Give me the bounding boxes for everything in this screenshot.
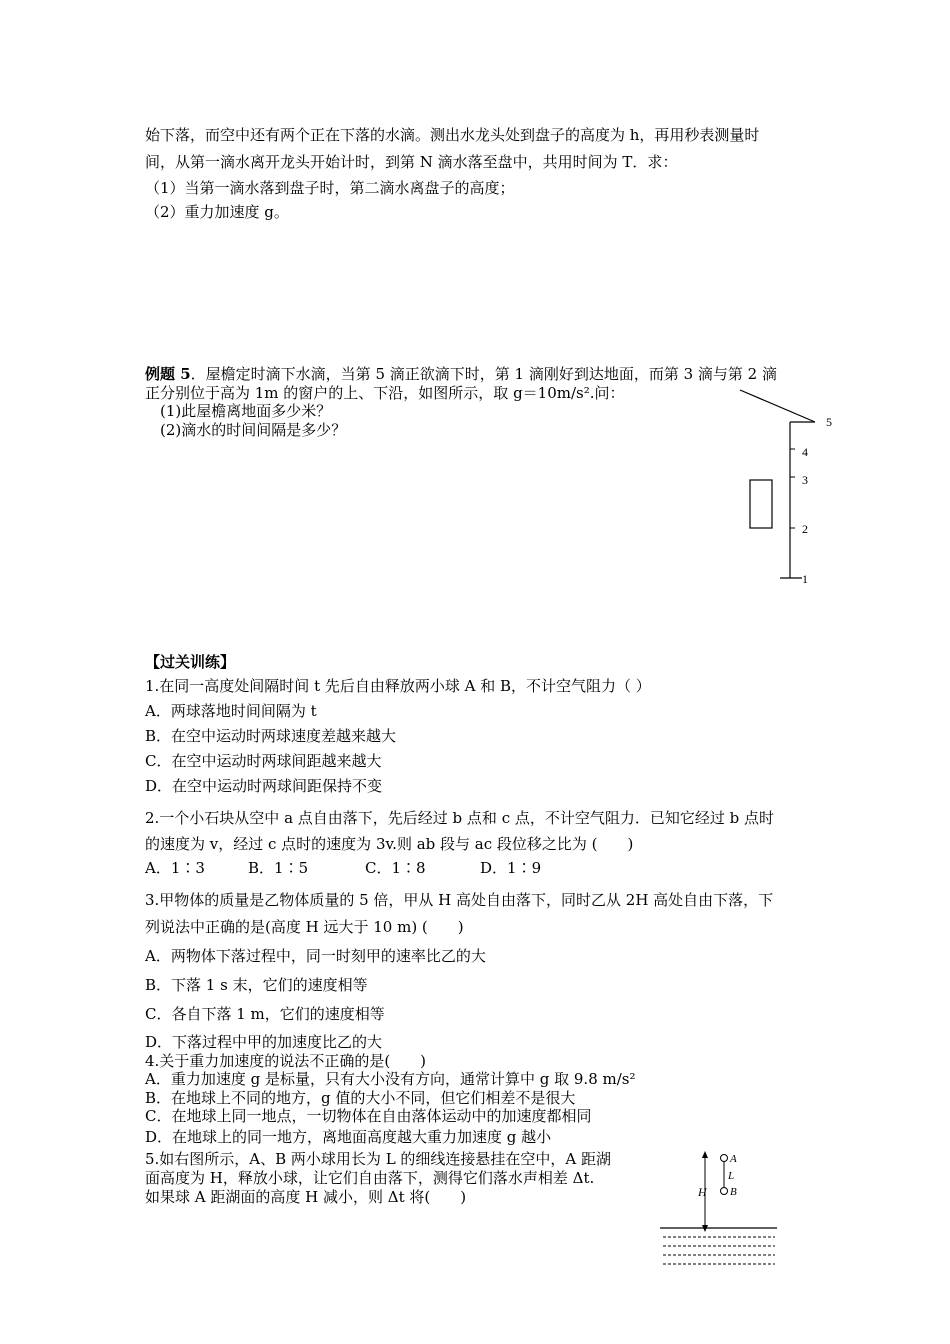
drop-label-1: 1	[802, 572, 808, 586]
q5-line-2: 面高度为 H，释放小球，让它们自由落下，测得它们落水声相差 Δt.	[145, 1169, 595, 1187]
q3-option-c: C．各自下落 1 m，它们的速度相等	[145, 1005, 385, 1023]
q3-option-b: B．下落 1 s 末，它们的速度相等	[145, 976, 368, 994]
string-length-label: L	[728, 1170, 735, 1182]
q2-option-c: C．1∶8	[365, 859, 426, 877]
eaves-drip-figure	[730, 385, 850, 590]
drop-label-4: 4	[802, 445, 808, 459]
q4-option-c: C．在地球上同一地点，一切物体在自由落体运动中的加速度都相同	[145, 1107, 592, 1125]
q2-option-b: B．1∶5	[248, 859, 309, 877]
height-label: H	[698, 1185, 707, 1199]
q4-option-a: A．重力加速度 g 是标量，只有大小没有方向，通常计算中 g 取 9.8 m/s²	[145, 1070, 636, 1088]
ball-a-label: A	[730, 1153, 737, 1165]
intro-line-1: 始下落，而空中还有两个正在下落的水滴。测出水龙头处到盘子的高度为 h，再用秒表测量时	[145, 126, 760, 144]
q2-stem-1: 2.一个小石块从空中 a 点自由落下，先后经过 b 点和 c 点，不计空气阻力．已知它经过 b 点时	[145, 809, 775, 827]
example5-question-2: (2)滴水的时间间隔是多少？	[160, 421, 347, 439]
q1-option-b: B．在空中运动时两球速度差越来越大	[145, 727, 397, 745]
q1-stem: 1.在同一高度处间隔时间 t 先后自由释放两小球 A 和 B，不计空气阻力（ ）	[145, 677, 651, 695]
q2-option-a: A．1∶3	[145, 859, 205, 877]
example5-label: 例题 5	[145, 365, 191, 383]
q4-option-b: B．在地球上不同的地方，g 值的大小不同，但它们相差不是很大	[145, 1089, 576, 1107]
ball-a	[721, 1155, 728, 1162]
q1-option-c: C．在空中运动时两球间距越来越大	[145, 752, 382, 770]
drop-label-3: 3	[802, 473, 808, 487]
drop-label-2: 2	[802, 522, 808, 536]
window-rect	[750, 480, 772, 528]
q4-option-d: D．在地球上的同一地方，离地面高度越大重力加速度 g 越小	[145, 1128, 552, 1146]
q2-stem-2: 的速度为 v，经过 c 点时的速度为 3v.则 ab 段与 ac 段位移之比为 ( )	[145, 835, 634, 853]
q3-option-a: A．两物体下落过程中，同一时刻甲的速率比乙的大	[145, 947, 486, 965]
example5-question-1: (1)此屋檐离地面多少米？	[160, 402, 332, 420]
q1-option-d: D．在空中运动时两球间距保持不变	[145, 777, 383, 795]
example5-line-1	[145, 364, 777, 384]
q4-stem: 4.关于重力加速度的说法不正确的是( )	[145, 1052, 427, 1070]
lake-balls-figure	[655, 1145, 785, 1270]
q5-line-3: 如果球 A 距湖面的高度 H 减小，则 Δt 将( )	[145, 1188, 467, 1206]
drop-label-5: 5	[826, 415, 832, 429]
example5-text-1: ．屋檐定时滴下水滴，当第 5 滴正欲滴下时，第 1 滴刚好到达地面，而第 3 滴与第 2 滴	[190, 365, 777, 383]
q5-line-1: 5.如右图所示，A、B 两小球用长为 L 的细线连接悬挂在空中，A 距湖	[145, 1150, 612, 1168]
intro-line-4: （2）重力加速度 g。	[145, 203, 289, 221]
example5-line-2: 正分别位于高为 1m 的窗户的上、下沿，如图所示，取 g＝10m/s².问：	[145, 384, 625, 402]
intro-line-2: 间，从第一滴水离开龙头开始计时，到第 N 滴水落至盘中，共用时间为 T．求：	[145, 153, 678, 171]
q1-option-a: A．两球落地时间间隔为 t	[145, 702, 317, 720]
training-heading: 【过关训练】	[145, 653, 236, 671]
q3-stem-1: 3.甲物体的质量是乙物体质量的 5 倍，甲从 H 高处自由落下，同时乙从 2H 高处自由下落，下	[145, 891, 774, 909]
q3-option-d: D．下落过程中甲的加速度比乙的大	[145, 1033, 383, 1051]
q2-option-d: D．1∶9	[480, 859, 542, 877]
intro-line-3: （1）当第一滴水落到盘子时，第二滴水离盘子的高度；	[145, 179, 515, 197]
ball-b-label: B	[730, 1186, 737, 1198]
q3-stem-2: 列说法中正确的是(高度 H 远大于 10 m) ( )	[145, 918, 464, 936]
ball-b	[721, 1188, 728, 1195]
